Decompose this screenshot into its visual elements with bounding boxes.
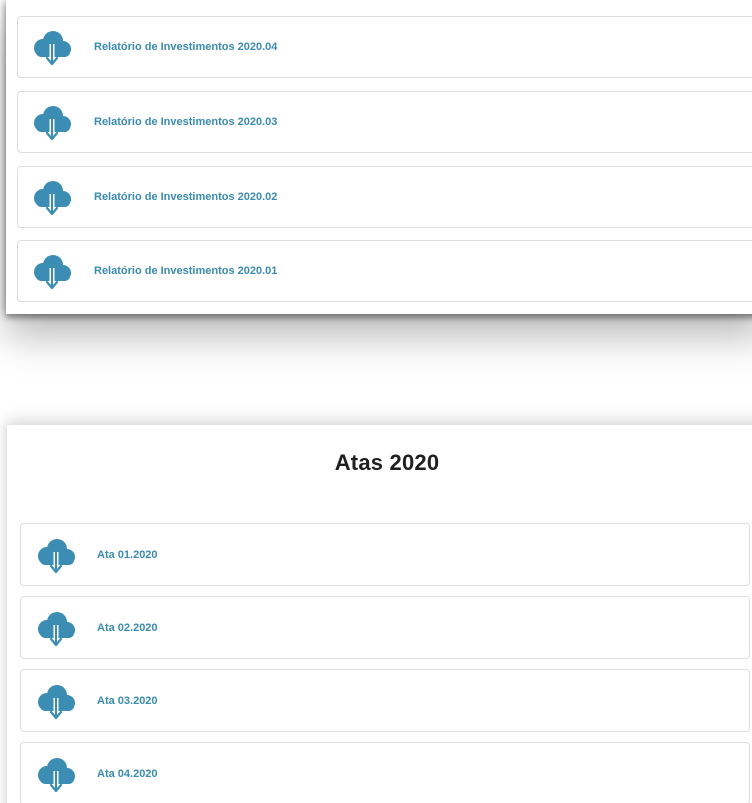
list-item[interactable] [17, 16, 752, 78]
report-link-label[interactable]: Relatório de Investimentos 2020.03 [94, 116, 278, 128]
report-link-label[interactable]: Relatório de Investimentos 2020.04 [94, 41, 278, 53]
cloud-download-icon [34, 610, 78, 650]
cloud-download-icon [30, 104, 74, 144]
list-item[interactable] [20, 669, 750, 732]
section-title: Atas 2020 [334, 450, 440, 475]
report-link-label[interactable]: Relatório de Investimentos 2020.02 [94, 191, 278, 203]
cloud-download-icon [30, 29, 74, 69]
list-item[interactable] [20, 742, 750, 803]
list-item[interactable] [17, 240, 752, 302]
cloud-download-icon [30, 179, 74, 219]
list-item[interactable] [17, 91, 752, 153]
cloud-download-icon [34, 756, 78, 796]
list-item[interactable] [20, 523, 750, 586]
minute-link-label[interactable]: Ata 03.2020 [97, 694, 158, 707]
list-item[interactable] [17, 166, 752, 228]
cloud-download-icon [34, 537, 78, 577]
minute-link-label[interactable]: Ata 01.2020 [97, 548, 158, 561]
minute-link-label[interactable]: Ata 04.2020 [97, 767, 158, 780]
list-item[interactable] [20, 596, 750, 659]
report-link-label[interactable]: Relatório de Investimentos 2020.01 [94, 265, 278, 277]
cloud-download-icon [30, 253, 74, 293]
cloud-download-icon [34, 683, 78, 723]
minute-link-label[interactable]: Ata 02.2020 [97, 621, 158, 634]
